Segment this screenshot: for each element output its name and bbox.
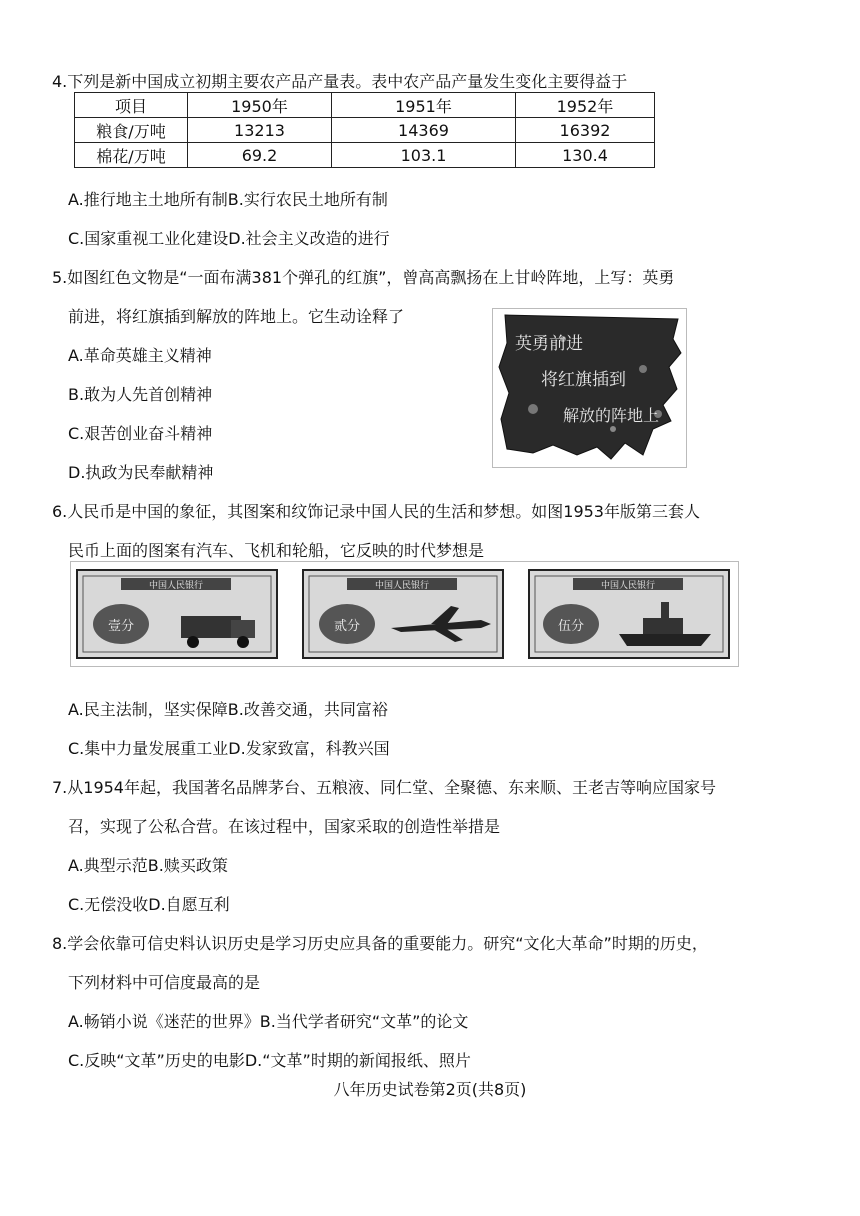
q7-option-ab: A.典型示范B.赎买政策 [68,856,228,875]
table-row [75,143,655,168]
q7-option-cd: C.无偿没收D.自愿互利 [68,895,230,914]
production-table [74,92,655,168]
note-bank-name: 中国人民银行 [600,581,656,591]
q5-option-a: A.革命英雄主义精神 [68,346,212,365]
table-header-row [75,93,655,118]
table-header-cell: 1951年 [332,93,516,118]
flag-text-line3: 解放的阵地上 [563,406,660,425]
table-cell: 棉花/万吨 [75,143,188,168]
q6-stem-line2: 民币上面的图案有汽车、飞机和轮船，它反映的时代梦想是 [68,541,485,560]
banknote-ship [529,570,729,658]
table-row [75,118,655,143]
q6-option-cd: C.集中力量发展重工业D.发家致富，科教兴国 [68,739,390,758]
q4-option-cd: C.国家重视工业化建设D.社会主义改造的进行 [68,229,390,248]
table-cell: 130.4 [516,143,655,168]
note-value: 贰分 [333,619,361,634]
q6-stem-line1: 6.人民币是中国的象征，其图案和纹饰记录中国人民的生活和梦想。如图1953年版第三套人 [52,502,700,521]
note-bank-name: 中国人民银行 [374,581,430,591]
banknotes-image [70,561,739,667]
q7-stem-line1: 7.从1954年起，我国著名品牌茅台、五粮液、同仁堂、全聚德、东来顺、王老吉等响应国家号 [52,778,716,797]
q8-stem-line2: 下列材料中可信度最高的是 [68,973,261,992]
table-cell: 103.1 [332,143,516,168]
q5-option-b: B.敢为人先首创精神 [68,385,213,404]
banknote-airplane [303,570,503,658]
table-cell: 粮食/万吨 [75,118,188,143]
q5-option-c: C.艰苦创业奋斗精神 [68,424,213,443]
note-bank-name: 中国人民银行 [148,581,204,591]
q8-stem-line1: 8.学会依靠可信史料认识历史是学习历史应具备的重要能力。研究“文化大革命”时期的历史， [52,934,708,953]
q4-stem: 4.下列是新中国成立初期主要农产品产量表。表中农产品产量发生变化主要得益于 [52,72,628,91]
note-value: 壹分 [107,619,135,634]
note-value: 伍分 [557,619,585,634]
q4-option-ab: A.推行地主土地所有制B.实行农民土地所有制 [68,190,388,209]
table-header-cell: 1952年 [516,93,655,118]
table-cell: 13213 [188,118,332,143]
q8-option-cd: C.反映“文革”历史的电影D.“文革”时期的新闻报纸、照片 [68,1051,471,1070]
flag-text-line1: 英勇前进 [515,334,583,354]
q7-stem-line2: 召，实现了公私合营。在该过程中，国家采取的创造性举措是 [68,817,501,836]
table-header-cell: 项目 [75,93,188,118]
table-cell: 16392 [516,118,655,143]
q5-option-d: D.执政为民奉献精神 [68,463,214,482]
table-cell: 69.2 [188,143,332,168]
q6-option-ab: A.民主法制，坚实保障B.改善交通，共同富裕 [68,700,388,719]
q8-option-ab: A.畅销小说《迷茫的世界》B.当代学者研究“文革”的论文 [68,1012,469,1031]
banknote-truck [77,570,277,658]
red-flag-photo [492,308,687,468]
q5-stem-line2: 前进，将红旗插到解放的阵地上。它生动诠释了 [68,307,405,326]
table-cell: 14369 [332,118,516,143]
table-header-cell: 1950年 [188,93,332,118]
flag-text-line2: 将红旗插到 [541,370,626,390]
page-footer: 八年历史试卷第2页(共8页) [333,1080,527,1099]
q5-stem-line1: 5.如图红色文物是“一面布满381个弹孔的红旗”，曾高高飘扬在上甘岭阵地，上写：英勇 [52,268,675,287]
